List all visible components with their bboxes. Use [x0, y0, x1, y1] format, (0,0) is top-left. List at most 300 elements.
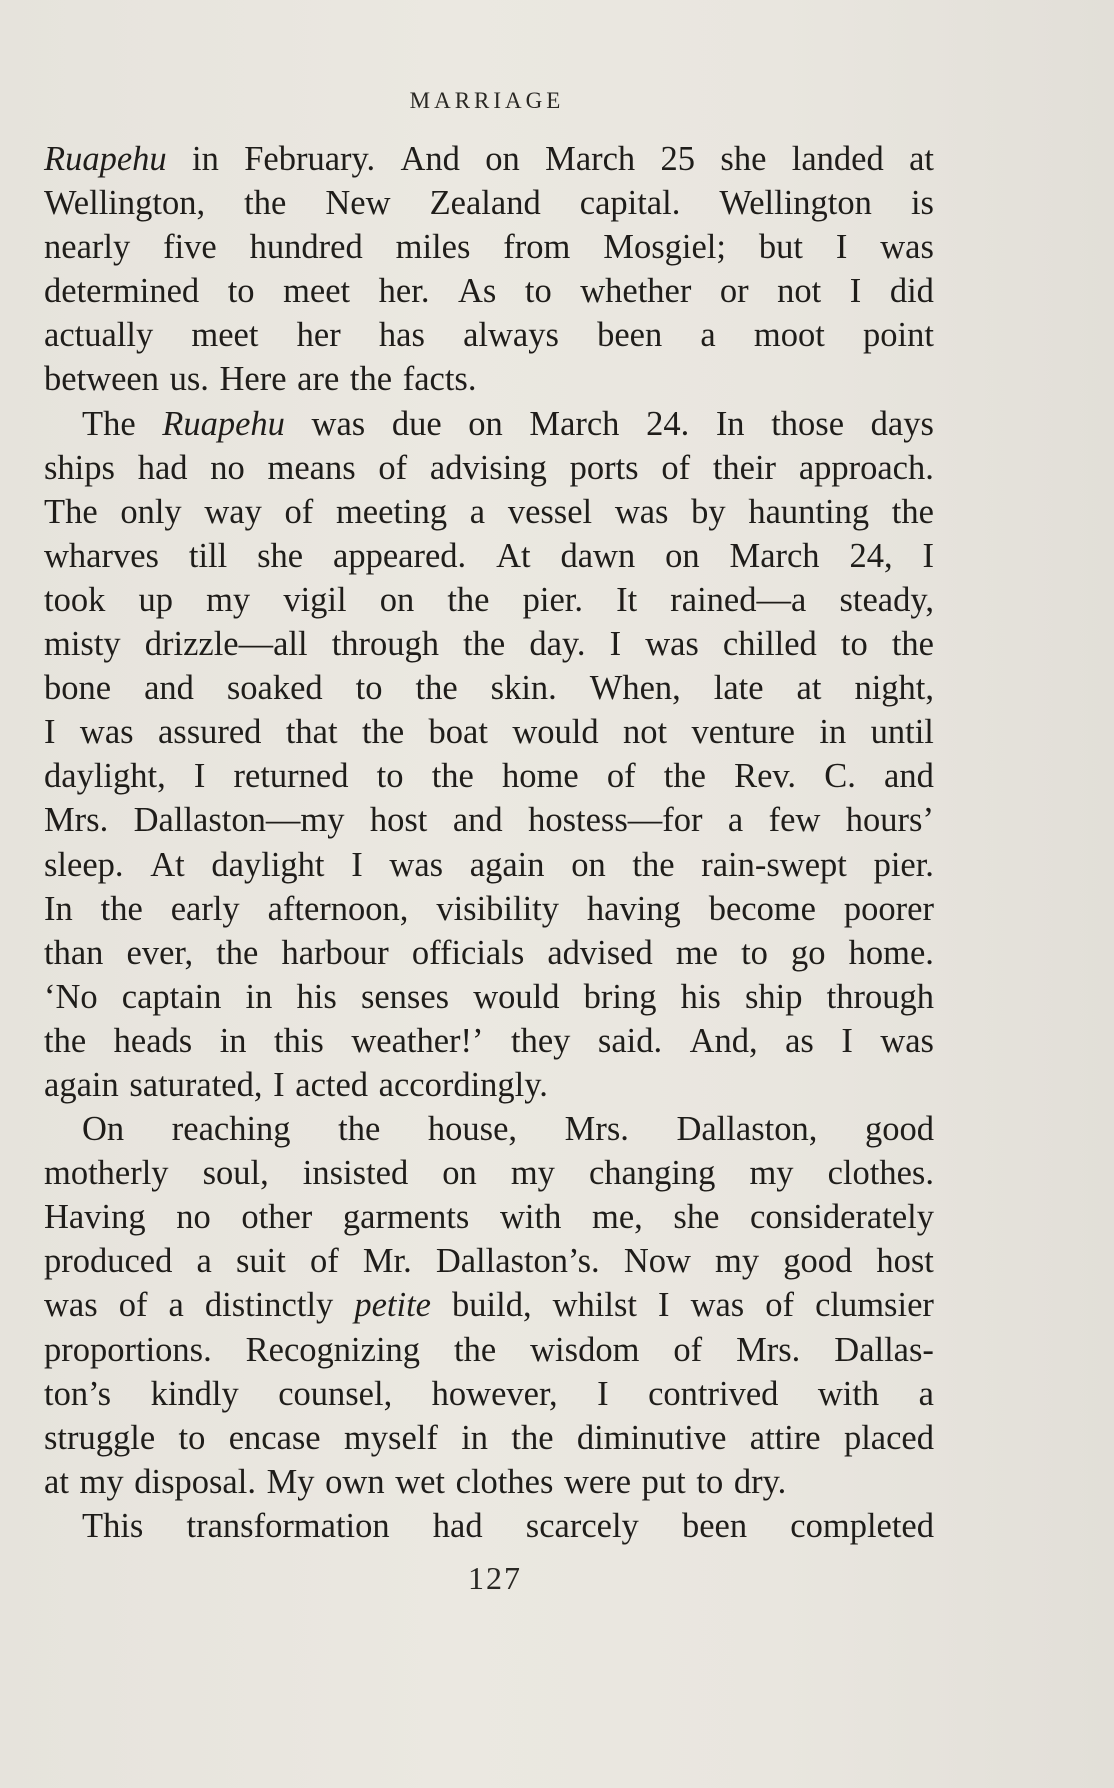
word: In — [715, 404, 745, 443]
word: scarcely — [525, 1506, 639, 1545]
word: motherly — [44, 1154, 169, 1193]
word: good — [783, 1242, 853, 1281]
word: till — [188, 536, 228, 575]
word: appeared. — [333, 536, 467, 575]
word: steady, — [839, 580, 934, 619]
word: a — [918, 1374, 934, 1413]
word: early — [170, 889, 240, 928]
word: her. — [378, 272, 430, 311]
word: afternoon, — [267, 889, 409, 928]
word: on — [571, 845, 606, 884]
word: been — [681, 1506, 748, 1545]
word: own — [325, 1462, 385, 1501]
word: venture — [691, 713, 795, 752]
word: as — [785, 1021, 814, 1060]
word: to — [178, 1418, 206, 1457]
word: boat — [428, 713, 488, 752]
word: said. — [597, 1021, 663, 1060]
word: 24. — [646, 404, 690, 443]
word: go — [791, 933, 826, 972]
word: bring — [583, 977, 657, 1016]
word: contrived — [648, 1374, 779, 1413]
word: daylight, — [44, 757, 166, 796]
word: harbour — [281, 933, 389, 972]
word: visibility — [436, 889, 559, 928]
word: on — [665, 536, 700, 575]
word: through — [331, 625, 440, 664]
word: drizzle—all — [144, 625, 308, 664]
word: Wellington — [719, 184, 872, 223]
word: was — [79, 713, 134, 752]
word: soaked — [226, 669, 323, 708]
word: become — [708, 889, 816, 928]
word: produced — [44, 1242, 173, 1281]
word: to — [355, 669, 383, 708]
word: On — [82, 1110, 125, 1149]
word: and — [452, 801, 503, 840]
word: Mrs. — [44, 801, 109, 840]
text-line — [44, 446, 934, 490]
text-line — [44, 181, 934, 225]
word: returned — [233, 757, 349, 796]
word: did — [889, 272, 934, 311]
text-line — [44, 710, 934, 754]
word: Dallaston, — [676, 1110, 818, 1149]
word: attire — [749, 1418, 821, 1457]
word: on — [468, 404, 503, 443]
word: acted — [295, 1065, 369, 1104]
word: whilst — [552, 1286, 637, 1325]
text-line — [44, 1460, 934, 1504]
word: they — [511, 1021, 571, 1060]
word: Dallaston’s. — [435, 1242, 600, 1281]
running-head: MARRIAGE — [409, 88, 565, 113]
word: accordingly. — [378, 1065, 548, 1104]
word: or — [719, 272, 749, 311]
word: I — [922, 536, 934, 575]
word: nearly — [44, 228, 131, 267]
word: again — [469, 845, 545, 884]
word: I — [351, 845, 363, 884]
word: to — [376, 757, 404, 796]
word: in — [461, 1418, 489, 1457]
word: February. — [244, 140, 376, 178]
word: my — [510, 1154, 555, 1193]
word: New — [325, 184, 391, 223]
text-line — [44, 798, 934, 842]
word: the — [463, 625, 506, 664]
word: clothes. — [827, 1154, 934, 1193]
word: Now — [623, 1242, 691, 1281]
text-line — [44, 1416, 934, 1460]
word: she — [720, 140, 767, 178]
word: In — [44, 889, 73, 928]
word: At — [150, 845, 185, 884]
word: his — [296, 977, 337, 1016]
word: hostess—for — [528, 801, 703, 840]
word: in — [819, 713, 847, 752]
word: placed — [843, 1418, 934, 1457]
text-line — [44, 622, 934, 666]
word: vessel — [507, 492, 593, 531]
word: the — [100, 889, 143, 928]
word: rained—a — [670, 580, 807, 619]
word: distinctly — [204, 1286, 334, 1325]
word: day. — [529, 625, 586, 664]
word: ever, — [126, 933, 194, 972]
word: of — [765, 1286, 795, 1325]
word: those — [771, 404, 845, 443]
text-line — [44, 402, 934, 446]
word: It — [616, 580, 638, 619]
word: Dallas- — [834, 1330, 934, 1369]
word: the — [891, 492, 934, 531]
word: had — [432, 1506, 483, 1545]
word: capital. — [579, 184, 681, 223]
word: on — [485, 140, 520, 178]
word: officials — [411, 933, 525, 972]
word: dawn — [560, 536, 636, 575]
word: house, — [427, 1110, 518, 1149]
word: the — [216, 933, 259, 972]
word: was — [389, 845, 444, 884]
word: and — [144, 669, 194, 708]
word: are — [297, 360, 340, 399]
text-line — [44, 1283, 934, 1327]
word: up — [138, 580, 173, 619]
word: between — [44, 360, 159, 399]
text-line — [44, 1372, 934, 1416]
word: the — [632, 845, 675, 884]
word: at — [44, 1462, 69, 1501]
word: my — [715, 1242, 760, 1281]
word: my — [206, 580, 251, 619]
word: hundred — [249, 228, 363, 267]
word: ports — [569, 448, 639, 487]
word: of — [309, 1242, 339, 1281]
word: his — [680, 977, 721, 1016]
word: in — [245, 977, 273, 1016]
word: Wellington, — [44, 184, 206, 223]
word: the — [663, 757, 706, 796]
word: vigil — [283, 580, 347, 619]
word: I — [841, 1021, 853, 1060]
word: was — [880, 1021, 934, 1060]
word: counsel, — [278, 1374, 393, 1413]
word: wet — [395, 1462, 446, 1501]
word: the — [415, 669, 458, 708]
word: the — [447, 580, 490, 619]
word: heads — [113, 1021, 193, 1060]
word: C. — [824, 757, 856, 796]
word: the — [338, 1110, 381, 1149]
word: daylight — [211, 845, 325, 884]
word: point — [863, 316, 934, 355]
word: days — [870, 404, 934, 443]
word: with — [500, 1198, 562, 1237]
word: but — [758, 228, 803, 267]
word: poorer — [843, 889, 934, 928]
word: host — [876, 1242, 934, 1281]
word: the — [454, 1330, 497, 1369]
word: through — [826, 977, 934, 1016]
word: has — [378, 316, 425, 355]
text-line — [44, 578, 934, 622]
word: the — [431, 757, 474, 796]
word: would — [473, 977, 560, 1016]
word: determined — [44, 272, 200, 311]
text-line — [44, 313, 934, 357]
body-text — [44, 137, 934, 1548]
word: of — [284, 492, 314, 531]
word: I — [835, 228, 848, 267]
word: in — [192, 140, 219, 178]
word: petite — [354, 1286, 431, 1325]
word: to — [696, 1462, 724, 1501]
word: that — [285, 713, 338, 752]
word: is — [910, 184, 934, 223]
word: in — [219, 1021, 247, 1060]
word: the — [511, 1418, 554, 1457]
word: My — [266, 1462, 315, 1501]
word: As — [457, 272, 497, 311]
word: 25 — [660, 140, 696, 178]
word: was — [880, 228, 934, 267]
word: And — [400, 140, 460, 178]
word: haunting — [748, 492, 870, 531]
word: ship — [745, 977, 803, 1016]
word: not — [777, 272, 822, 311]
word: had — [137, 448, 188, 487]
word: put — [641, 1462, 686, 1501]
word: moot — [753, 316, 825, 355]
word: The — [44, 492, 98, 531]
word: Zealand — [429, 184, 541, 223]
word: to — [741, 933, 768, 972]
word: was — [690, 1286, 745, 1325]
text-line — [44, 534, 934, 578]
word: home. — [848, 933, 934, 972]
word: of — [606, 757, 636, 796]
word: whether — [580, 272, 692, 311]
text-line — [44, 1107, 934, 1151]
word: sleep. — [44, 845, 124, 884]
word: senses — [360, 977, 450, 1016]
word: clothes — [455, 1462, 554, 1501]
word: reaching — [171, 1110, 291, 1149]
word: a — [700, 316, 716, 355]
word: five — [163, 228, 217, 267]
word: was — [614, 492, 669, 531]
word: to — [227, 272, 255, 311]
text-line — [44, 1504, 934, 1548]
word: the — [244, 184, 287, 223]
word: Having — [44, 1198, 146, 1237]
word: clumsier — [815, 1286, 934, 1325]
word: March — [545, 140, 636, 178]
word: the — [361, 713, 405, 752]
text-line — [44, 887, 934, 931]
word: suit — [235, 1242, 286, 1281]
word: me, — [591, 1198, 643, 1237]
word: I — [193, 757, 206, 796]
word: meet — [191, 316, 259, 355]
word: hours’ — [845, 801, 934, 840]
word: of — [661, 448, 691, 487]
word: actually — [44, 316, 154, 355]
word: their — [712, 448, 777, 487]
word: would — [512, 713, 599, 752]
word: again — [44, 1065, 119, 1104]
word: myself — [343, 1418, 438, 1457]
word: Ruapehu — [162, 404, 285, 443]
word: to — [524, 272, 552, 311]
word: Mr. — [362, 1242, 412, 1281]
word: was — [311, 404, 366, 443]
word: until — [870, 713, 934, 752]
word: build, — [452, 1286, 532, 1325]
word: home — [502, 757, 579, 796]
word: I — [44, 713, 56, 752]
word: few — [768, 801, 821, 840]
word: other — [241, 1198, 313, 1237]
text-line — [44, 931, 934, 975]
text-line — [44, 137, 934, 181]
word: skin. — [490, 669, 557, 708]
word: at — [909, 140, 934, 178]
word: advised — [547, 933, 653, 972]
text-line — [44, 357, 934, 401]
word: dry. — [733, 1462, 787, 1501]
word: garments — [342, 1198, 470, 1237]
word: a — [196, 1242, 212, 1281]
word: captain — [121, 977, 222, 1016]
word: completed — [790, 1506, 934, 1545]
word: host — [369, 801, 428, 840]
word: the — [349, 360, 393, 399]
word: my — [79, 1462, 124, 1501]
word: than — [44, 933, 104, 972]
word: ton’s — [44, 1374, 112, 1413]
word: ships — [44, 448, 115, 487]
word: assured — [157, 713, 262, 752]
word: March — [529, 404, 620, 443]
text-line — [44, 754, 934, 798]
word: transformation — [186, 1506, 390, 1545]
word: with — [817, 1374, 880, 1413]
word: And, — [689, 1021, 758, 1060]
word: Recognizing — [245, 1330, 421, 1369]
word: us. — [169, 360, 209, 399]
word: me — [675, 933, 718, 972]
word: advising — [429, 448, 547, 487]
word: rain-swept — [701, 845, 847, 884]
word: encase — [228, 1418, 321, 1457]
word: night, — [854, 669, 934, 708]
word: late — [713, 669, 764, 708]
word: I — [658, 1286, 670, 1325]
word: way — [204, 492, 262, 531]
text-line — [44, 1195, 934, 1239]
word: When, — [589, 669, 681, 708]
word: chilled — [722, 625, 817, 664]
text-line — [44, 1063, 934, 1107]
word: I — [609, 625, 622, 664]
word: and — [884, 757, 934, 796]
word: of — [118, 1286, 148, 1325]
word: Mosgiel; — [603, 228, 726, 267]
word: Rev. — [734, 757, 797, 796]
word: At — [496, 536, 531, 575]
text-line — [44, 269, 934, 313]
word: Here — [219, 360, 287, 399]
text-line — [44, 666, 934, 710]
page-number: 127 — [468, 1560, 522, 1596]
word: meet — [283, 272, 351, 311]
word: wisdom — [530, 1330, 640, 1369]
word: a — [168, 1286, 184, 1325]
word: The — [82, 404, 136, 443]
word: facts. — [402, 360, 477, 399]
text-line — [44, 975, 934, 1019]
word: at — [796, 669, 822, 708]
word: Ruapehu — [44, 140, 167, 178]
word: 24, — [849, 536, 893, 575]
word: from — [503, 228, 571, 267]
word: only — [120, 492, 182, 531]
word: of — [673, 1330, 703, 1369]
word: means — [267, 448, 356, 487]
word: diminutive — [576, 1418, 727, 1457]
word: not — [623, 713, 668, 752]
word: pier. — [873, 845, 934, 884]
word: having — [586, 889, 681, 928]
word: due — [391, 404, 442, 443]
word: my — [749, 1154, 794, 1193]
word: miles — [395, 228, 471, 267]
word: misty — [44, 625, 121, 664]
word: was — [44, 1286, 98, 1325]
text-line — [44, 843, 934, 887]
word: Mrs. — [736, 1330, 801, 1369]
word: March — [729, 536, 820, 575]
word: considerately — [750, 1198, 934, 1237]
word: disposal. — [134, 1462, 256, 1501]
word: I — [597, 1374, 609, 1413]
word: by — [691, 492, 726, 531]
word: the — [891, 625, 934, 664]
word: saturated, — [129, 1065, 263, 1104]
word: no — [176, 1198, 211, 1237]
word: no — [210, 448, 245, 487]
text-line — [44, 225, 934, 269]
word: changing — [588, 1154, 716, 1193]
word: good — [864, 1110, 934, 1149]
word: kindly — [150, 1374, 239, 1413]
word: was — [645, 625, 699, 664]
text-line — [44, 1328, 934, 1372]
word: I — [273, 1065, 285, 1104]
word: Mrs. — [564, 1110, 629, 1149]
word: bone — [44, 669, 112, 708]
word: to — [840, 625, 868, 664]
word: Dallaston—my — [133, 801, 345, 840]
text-line — [44, 490, 934, 534]
word: were — [564, 1462, 632, 1501]
text-line — [44, 1239, 934, 1283]
word: wharves — [44, 536, 159, 575]
word: This — [82, 1506, 144, 1545]
